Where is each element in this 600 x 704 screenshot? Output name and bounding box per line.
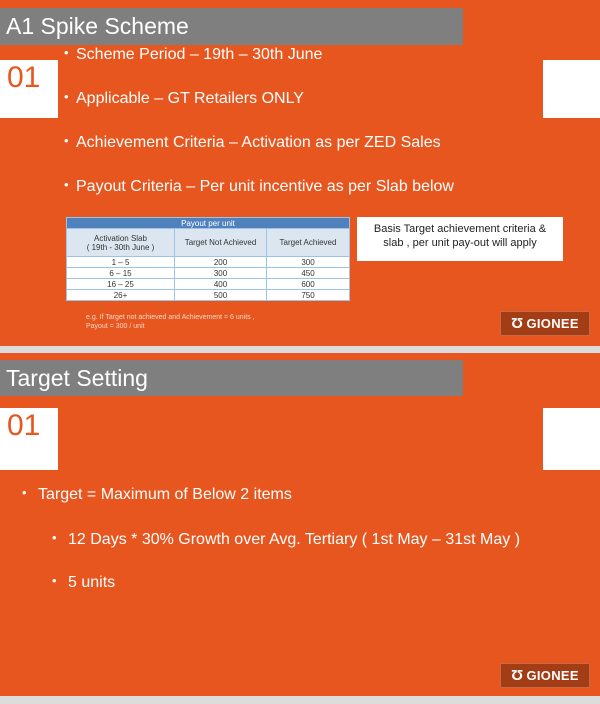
table-row: 26+ 500 750 <box>67 290 350 301</box>
criteria-note: Basis Target achievement criteria & slab , per unit pay-out will apply <box>357 217 563 261</box>
section-number: 01 <box>0 408 58 470</box>
bullet-dot-icon: • <box>64 133 69 148</box>
sub-bullet-item: • 12 Days * 30% Growth over Avg. Tertiary ( 1st May – 31st May ) <box>52 530 521 548</box>
payout-slab-table <box>66 217 350 301</box>
example-note: e.g. If Target not achieved and Achievement = 6 units , Payout = 300 / unit <box>86 314 255 330</box>
slide-title: Target Setting <box>0 360 463 396</box>
decorative-box <box>543 408 600 470</box>
bullet-item: • Target = Maximum of Below 2 items <box>22 485 292 503</box>
slide-title: A1 Spike Scheme <box>0 8 463 45</box>
bullet-dot-icon: • <box>52 573 57 588</box>
gionee-logo: Ʊ GIONEE <box>500 663 590 688</box>
section-number: 01 <box>0 60 58 118</box>
gionee-logo: Ʊ GIONEE <box>500 311 590 336</box>
bullet-item: • Scheme Period – 19th – 30th June <box>64 45 323 63</box>
slide-a1-spike-scheme <box>0 0 600 346</box>
column-header-target-not-achieved: Target Not Achieved <box>175 229 267 257</box>
sub-bullet-item: • 5 units <box>52 573 116 591</box>
bullet-item: • Achievement Criteria – Activation as per ZED Sales <box>64 133 441 151</box>
bullet-dot-icon: • <box>52 530 57 545</box>
bullet-item: • Payout Criteria – Per unit incentive as per Slab below <box>64 177 454 195</box>
table-row: 16 – 25 400 600 <box>67 279 350 290</box>
gionee-mark-icon: Ʊ <box>511 315 524 332</box>
bullet-dot-icon: • <box>64 177 69 192</box>
table-row: 1 – 5 200 300 <box>67 257 350 268</box>
decorative-box <box>543 60 600 118</box>
bullet-dot-icon: • <box>64 45 69 60</box>
column-header-activation-slab: Activation Slab ( 19th - 30th June ) <box>67 229 175 257</box>
table-group-header: Payout per unit <box>67 218 350 229</box>
slide-divider <box>0 346 600 353</box>
column-header-target-achieved: Target Achieved <box>267 229 350 257</box>
bullet-item: • Applicable – GT Retailers ONLY <box>64 89 304 107</box>
bullet-dot-icon: • <box>22 485 27 500</box>
bottom-border <box>0 696 600 704</box>
gionee-mark-icon: Ʊ <box>511 667 524 684</box>
bullet-dot-icon: • <box>64 89 69 104</box>
table-row: 6 – 15 300 450 <box>67 268 350 279</box>
slide-target-setting <box>0 353 600 696</box>
